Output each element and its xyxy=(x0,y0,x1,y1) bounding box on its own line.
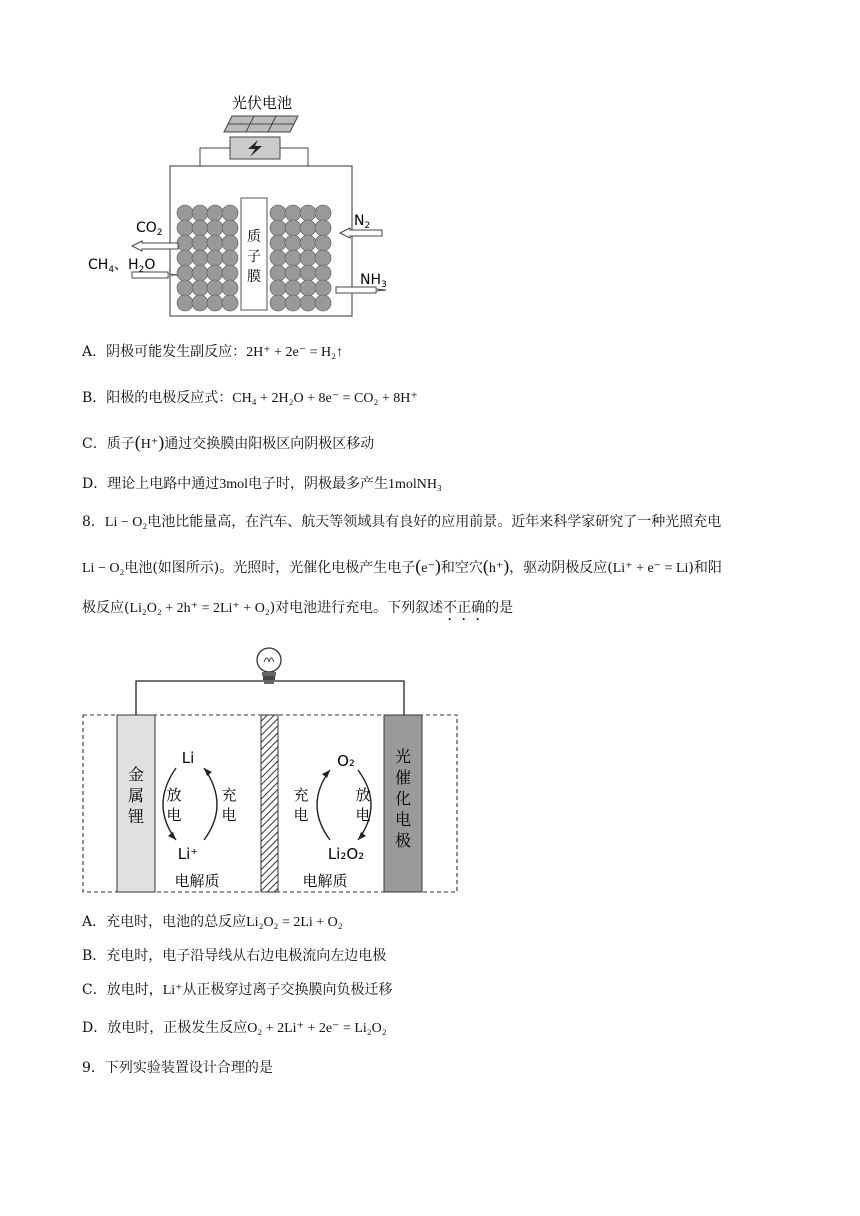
right-electrode-char-4: 电 xyxy=(394,810,412,829)
q8-option-c xyxy=(82,980,393,1001)
light-bulb-icon xyxy=(257,648,281,684)
ch4-h2o-label: $CH_4$、$H_2O$ xyxy=(88,257,156,275)
left-discharge-char-1: 放 xyxy=(166,786,182,804)
q8-option-b xyxy=(82,946,386,966)
q8-option-a xyxy=(82,912,343,933)
q8-stem-text-2b: 和空穴 xyxy=(440,560,483,576)
q8-a-equation: Li₂O₂ = 2Li + O₂ xyxy=(246,915,343,930)
q8-b-text: B．充电时，电子沿导线从右边电极流向左边电极 xyxy=(82,948,387,964)
right-electrode-char-5: 极 xyxy=(394,831,412,850)
q7-b-lead: B．阳极的电极反应式： xyxy=(82,390,233,406)
membrane-char-3: 膜 xyxy=(247,269,261,285)
n2-in-arrow xyxy=(340,228,382,238)
q7-d-mid: 电子时，阴极最多产生 xyxy=(248,476,389,492)
q8-a-lead: A．充电时，电池的总反应 xyxy=(82,914,247,930)
q8-d-equation: O₂ + 2Li⁺ + 2e⁻ = Li₂O₂ xyxy=(247,1021,387,1036)
q8-stem-text-2d: )和阳 xyxy=(688,560,722,576)
right-electrode-char-3: 化 xyxy=(394,789,412,808)
membrane-char-1: 质 xyxy=(247,229,261,245)
right-electrolyte-label: 电解质 xyxy=(302,872,348,890)
right-discharge-arrow xyxy=(358,770,371,840)
membrane-char-2: 子 xyxy=(247,249,261,265)
q8-number: 8． xyxy=(82,514,105,530)
q7-option-b xyxy=(82,388,418,409)
li-o2-battery-diagram xyxy=(80,640,464,898)
li-label: Li xyxy=(181,749,195,767)
q8-formula-2: Li − O₂ xyxy=(82,561,125,576)
q8-stem-text-3a: 极反应( xyxy=(82,600,130,616)
li-ion-label: Li⁺ xyxy=(177,845,199,863)
right-charge-char-2: 电 xyxy=(293,806,309,824)
left-discharge-arrow xyxy=(163,768,176,840)
q9-stem xyxy=(82,1058,273,1078)
q8-cathode-eq: Li⁺ + e⁻ = Li xyxy=(612,561,689,576)
q8-stem-text-1: 电池比能量高，在汽车、航天等领域具有良好的应用前景。近年来科学家研究了一种光照充电 xyxy=(147,514,722,530)
q8-stem-line-1 xyxy=(82,512,721,533)
right-electrode-char-1: 光 xyxy=(394,747,412,766)
solar-panel-icon xyxy=(224,116,298,132)
right-electrode-char-2: 催 xyxy=(394,768,412,787)
q7-option-c: C．质子(H⁺)通过交换膜由阳极区向阴极区移动 xyxy=(82,432,375,452)
n2-label: $N_2$ xyxy=(354,213,371,231)
left-electrode-char-3: 锂 xyxy=(127,807,145,826)
q7-a-equation: 2H⁺ + 2e⁻ = H₂↑ xyxy=(246,345,344,360)
ion-exchange-membrane xyxy=(261,715,278,892)
left-charge-arrow xyxy=(204,768,217,840)
left-charge-char-2: 电 xyxy=(221,806,237,824)
q8-emphasis-text: 不正确 xyxy=(443,600,486,616)
right-discharge-char-2: 电 xyxy=(355,806,371,824)
q9-text: 9．下列实验装置设计合理的是 xyxy=(82,1060,273,1076)
right-charge-arrow xyxy=(317,770,330,840)
left-charge-char-1: 充 xyxy=(221,786,237,804)
co2-label: $CO_2$ xyxy=(136,220,163,238)
q7-b-equation: CH₄ + 2H₂O + 8e⁻ = CO₂ + 8H⁺ xyxy=(232,391,418,406)
left-electrolyte-label: 电解质 xyxy=(174,872,220,890)
q8-electron: e⁻ xyxy=(421,561,435,576)
left-electrode-char-2: 属 xyxy=(127,786,145,805)
q7-c-ion: H⁺ xyxy=(140,437,159,452)
q7-d-pre: D．理论上电路中通过 xyxy=(82,476,220,492)
q8-c-ion: Li⁺ xyxy=(162,983,183,998)
q8-option-d xyxy=(82,1018,387,1039)
left-discharge-char-2: 电 xyxy=(166,806,182,824)
q7-option-d xyxy=(82,474,442,495)
q8-c-post: 从正极穿过离子交换膜向负极迁移 xyxy=(182,982,393,998)
q8-stem-text-2c: ，驱动阴极反应( xyxy=(509,560,613,576)
q8-anode-eq: Li₂O₂ + 2h⁺ = 2Li⁺ + O₂ xyxy=(129,601,270,616)
co2-out-arrow xyxy=(132,241,178,251)
solar-panel-label: 光伏电池 xyxy=(231,94,293,112)
q8-stem-text-3c: 的是 xyxy=(485,600,514,616)
q7-a-lead: A．阴极可能发生副反应： xyxy=(82,344,247,360)
q8-d-lead: D．放电时，正极发生反应 xyxy=(82,1020,248,1036)
left-electrode-char-1: 金 xyxy=(127,765,145,784)
q7-d-amount: 3mol xyxy=(219,477,249,492)
q8-stem-text-3b: )对电池进行充电。下列叙述 xyxy=(269,600,444,616)
q8-stem-line-2: Li − O₂电池(如图所示)。光照时，光催化电极产生电子(e⁻)和空穴(h⁺)，驱动阴极反应(Li⁺ + e⁻ = Li)和阳 xyxy=(82,556,722,576)
q8-hole: h⁺ xyxy=(488,561,504,576)
q7-d-product: 1molNH₃ xyxy=(388,477,442,492)
q7-c-pre: C．质子 xyxy=(82,436,135,452)
nh3-label: $NH_3$ xyxy=(360,272,387,290)
q8-stem-text-2a: 电池(如图所示)。光照时，光催化电极产生电子 xyxy=(124,560,416,576)
q7-c-post: 通过交换膜由阳极区向阴极区移动 xyxy=(164,436,375,452)
q8-c-pre: C．放电时， xyxy=(82,982,163,998)
q7-option-a xyxy=(82,342,343,363)
q8-formula-1: Li − O₂ xyxy=(104,515,148,530)
li2o2-label: Li₂O₂ xyxy=(327,845,365,863)
right-discharge-char-1: 放 xyxy=(355,786,371,804)
electrolysis-cell-diagram xyxy=(80,88,400,323)
right-charge-char-1: 充 xyxy=(293,786,309,804)
o2-label: O₂ xyxy=(337,752,355,770)
q8-stem-line-3 xyxy=(82,598,513,624)
